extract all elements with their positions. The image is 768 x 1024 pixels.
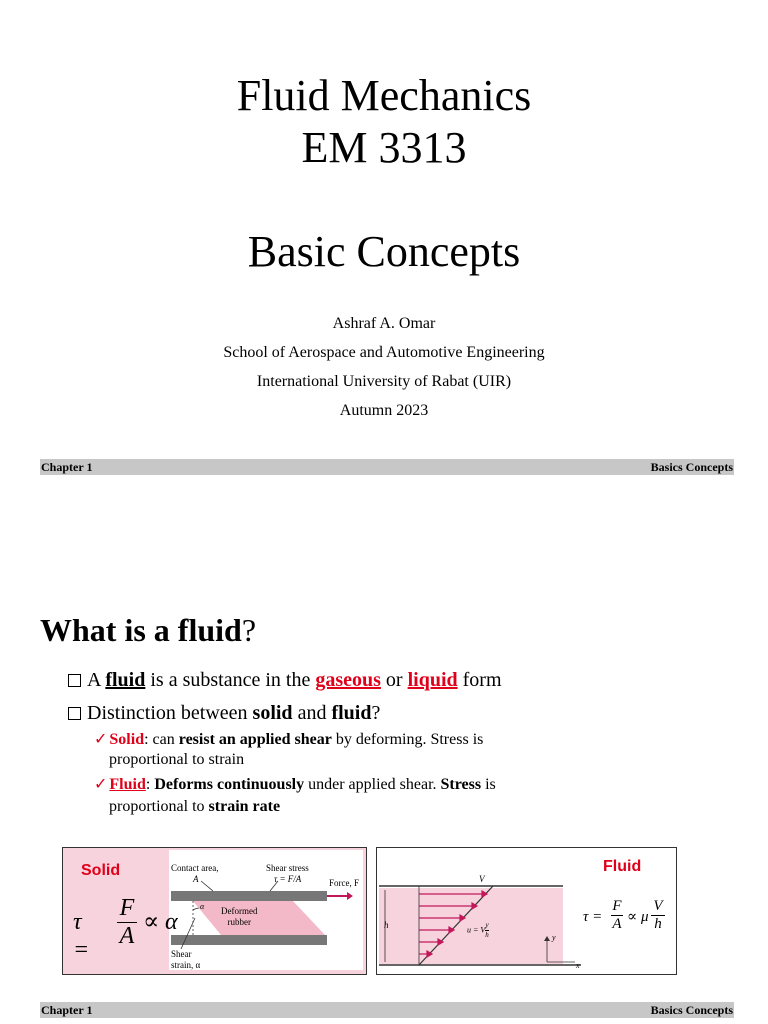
- checkbox-square-icon: [68, 674, 81, 687]
- y-axis-label: y: [552, 933, 556, 942]
- deformed-rubber-label: Deformed rubber: [221, 906, 258, 927]
- shear-stress-label: Shear stress τ = F/A: [266, 863, 309, 884]
- height-label: h: [384, 920, 389, 930]
- slide-1-footer: [40, 459, 734, 475]
- course-code: EM 3313: [301, 123, 467, 172]
- sub-bullet-solid-line2: proportional to strain: [109, 751, 245, 768]
- heading-mark: ?: [241, 612, 257, 648]
- author-name: Ashraf A. Omar: [332, 315, 436, 332]
- sub-bullet-fluid: ✓ Fluid: Deforms continuously under applied shear. Stress is: [94, 776, 496, 793]
- fluid-shear-figure: [376, 847, 677, 975]
- bullet-fluid-definition: A fluid is a substance in the gaseous or liquid form: [68, 668, 502, 692]
- term-solid: solid: [252, 702, 293, 724]
- force-label: Force, F: [329, 878, 359, 888]
- contact-area-label: Contact area, A: [171, 863, 219, 884]
- school-name: School of Aerospace and Automotive Engineering: [223, 344, 545, 361]
- footer-section-2: Basics Concepts: [650, 1003, 733, 1017]
- footer-section: Basics Concepts: [650, 460, 733, 474]
- solid-shear-figure: Solid τ = F A ∝ α Contact area, A Shear stress τ = F/A Force, F α Deformed rubber Shear strain, α: [62, 847, 367, 975]
- sub-bullet-fluid-line2: proportional to strain rate: [109, 798, 281, 815]
- footer-chapter-2: Chapter 1: [41, 1003, 93, 1017]
- velocity-profile-eq: u = V $\frac{y}{h}$: [467, 921, 489, 939]
- bullet-distinction: Distinction between solid and fluid?: [68, 701, 380, 725]
- course-title: Fluid Mechanics: [236, 71, 532, 120]
- checkbox-square-icon: [68, 707, 81, 720]
- term: Autumn 2023: [339, 402, 429, 419]
- term-gaseous: gaseous: [315, 669, 381, 691]
- slide-heading: [40, 612, 256, 649]
- checkmark-icon: ✓: [94, 776, 108, 793]
- fluid-label: Fluid: [603, 858, 642, 875]
- lecture-subtitle: Basic Concepts: [247, 227, 521, 276]
- university-name: International University of Rabat (UIR): [256, 373, 512, 390]
- term-fluid-2: fluid: [331, 702, 372, 724]
- velocity-label: V: [479, 874, 485, 884]
- x-axis-label: x: [576, 961, 580, 970]
- footer-chapter: Chapter 1: [41, 460, 93, 474]
- term-fluid: fluid: [105, 669, 146, 691]
- checkmark-icon: ✓: [94, 731, 108, 748]
- alpha-label: α: [200, 902, 205, 911]
- solid-label: Solid: [81, 862, 121, 879]
- slide-2-footer: [40, 1002, 734, 1018]
- shear-strain-label: Shear strain, α: [171, 949, 201, 970]
- fluid-formula: τ = F A ∝ μ V h: [583, 898, 675, 940]
- term-liquid: liquid: [407, 669, 458, 691]
- heading-bold: What is a fluid: [40, 612, 242, 648]
- sub-bullet-solid: ✓ Solid: can resist an applied shear by deforming. Stress is: [94, 731, 484, 748]
